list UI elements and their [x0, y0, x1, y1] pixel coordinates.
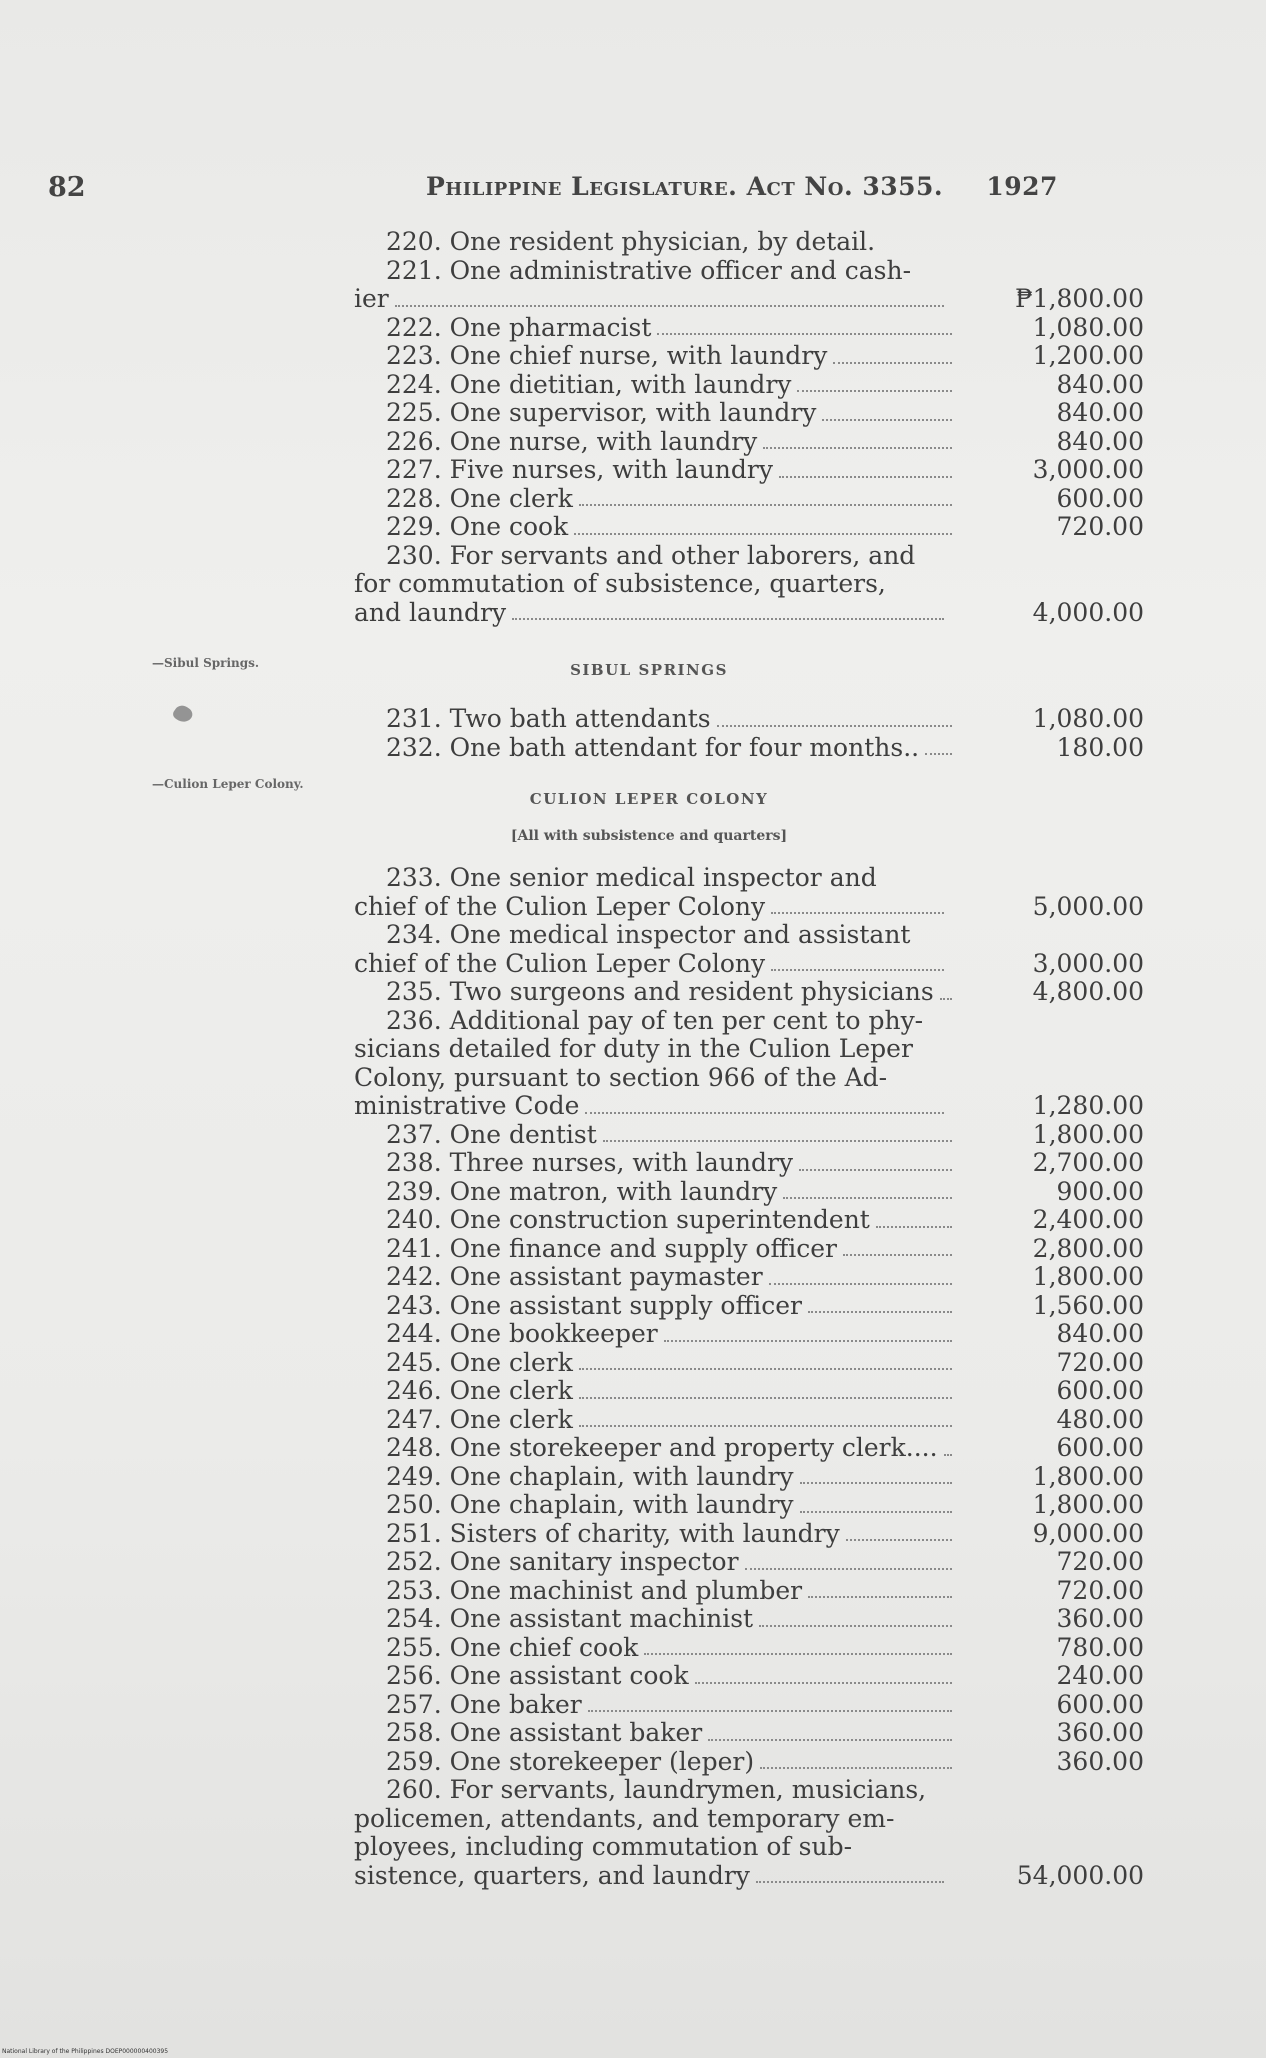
footer-credit: National Library of the Philippines DOEP000000400395 — [2, 2048, 169, 2055]
item-amount: 240.00 — [1056, 1661, 1144, 1690]
item-line — [354, 456, 1144, 485]
item-230 — [354, 542, 1144, 628]
leader-dots — [779, 476, 952, 478]
item-description — [354, 428, 952, 457]
item-description — [354, 950, 944, 979]
item-text: 229. One cook — [386, 512, 569, 541]
item-239 — [354, 1178, 1144, 1207]
item-text: 231. Two bath attendants — [386, 704, 711, 733]
item-line — [354, 1206, 1144, 1235]
item-260 — [354, 1776, 1144, 1890]
item-259 — [354, 1748, 1144, 1777]
item-text: 250. One chaplain, with laundry — [386, 1490, 794, 1519]
item-line — [354, 1805, 1144, 1834]
item-line — [354, 1292, 1144, 1321]
item-text: 236. Additional pay of ten per cent to phy- — [386, 1005, 924, 1035]
item-description — [354, 399, 952, 428]
item-258 — [354, 1719, 1144, 1748]
item-description — [354, 485, 952, 514]
item-text: ployees, including commutation of sub- — [354, 1832, 853, 1861]
item-236 — [354, 1007, 1144, 1121]
item-description — [354, 1520, 952, 1549]
item-amount: 5,000.00 — [1032, 891, 1144, 921]
item-description — [354, 1121, 952, 1150]
item-description — [354, 1862, 944, 1891]
item-description — [354, 513, 952, 542]
leader-dots — [585, 1112, 944, 1114]
leader-dots — [771, 969, 944, 971]
item-amount: 1,080.00 — [1032, 704, 1144, 733]
item-line — [354, 1833, 1144, 1862]
item-text: 260. For servants, laundrymen, musicians, — [386, 1775, 927, 1804]
leader-dots — [708, 1739, 952, 1741]
item-text: 255. One chief cook — [386, 1632, 639, 1662]
item-text: 220. One resident physician, by detail. — [386, 227, 876, 256]
item-line — [354, 570, 1144, 599]
item-description — [354, 1377, 952, 1406]
item-amount: 600.00 — [1056, 1689, 1144, 1719]
item-229 — [354, 513, 1144, 542]
item-description — [354, 1577, 952, 1606]
item-description — [354, 1434, 952, 1463]
item-text: 257. One baker — [386, 1689, 582, 1719]
item-description — [354, 864, 952, 893]
leader-dots — [603, 1140, 952, 1142]
item-222 — [354, 314, 1144, 343]
item-247 — [354, 1406, 1144, 1435]
leader-dots — [800, 1511, 953, 1513]
item-line — [354, 1235, 1144, 1264]
item-description — [354, 921, 952, 950]
leader-dots — [395, 305, 944, 307]
item-line — [354, 1577, 1144, 1606]
item-description — [354, 1149, 952, 1178]
item-amount: 1,800.00 — [1032, 1461, 1144, 1491]
leader-dots — [588, 1710, 952, 1712]
item-248 — [354, 1434, 1144, 1463]
item-line — [354, 921, 1144, 950]
item-description — [354, 257, 952, 286]
item-text: 221. One administrative officer and cash- — [386, 255, 912, 285]
item-amount: 840.00 — [1056, 398, 1144, 427]
item-description — [354, 1349, 952, 1378]
item-text: ier — [354, 284, 389, 313]
item-amount: 1,560.00 — [1032, 1290, 1144, 1320]
leader-dots — [846, 1539, 952, 1541]
heading-sibul-springs: SIBUL SPRINGS — [570, 661, 728, 679]
item-text: 246. One clerk — [386, 1376, 573, 1405]
item-line — [354, 1548, 1144, 1577]
section-culion — [354, 864, 1144, 1890]
item-line — [354, 1377, 1144, 1406]
item-228 — [354, 485, 1144, 514]
item-246 — [354, 1377, 1144, 1406]
item-description — [354, 570, 944, 599]
item-amount: 180.00 — [1056, 732, 1144, 762]
item-line — [354, 1406, 1144, 1435]
item-amount: 9,000.00 — [1032, 1518, 1144, 1548]
item-line — [354, 399, 1144, 428]
item-line — [354, 1776, 1144, 1805]
item-text: 228. One clerk — [386, 483, 573, 513]
item-text: 251. Sisters of charity, with laundry — [386, 1518, 840, 1548]
item-amount: 780.00 — [1056, 1632, 1144, 1662]
item-244 — [354, 1320, 1144, 1349]
item-text: policemen, attendants, and temporary em- — [354, 1803, 895, 1833]
section-hospital — [354, 228, 1144, 627]
item-line — [354, 1634, 1144, 1663]
item-description — [354, 371, 952, 400]
leader-dots — [657, 333, 952, 335]
item-text: 225. One supervisor, with laundry — [386, 398, 817, 427]
item-amount: 720.00 — [1056, 512, 1144, 541]
item-description — [354, 1691, 952, 1720]
item-description — [354, 734, 952, 763]
item-line — [354, 893, 1144, 922]
leader-dots — [574, 533, 952, 535]
item-text: 241. One finance and supply officer — [386, 1233, 837, 1263]
item-235 — [354, 978, 1144, 1007]
running-head-act: Act No. 3355. — [746, 172, 944, 201]
item-description — [354, 1320, 952, 1349]
item-description — [354, 1007, 952, 1036]
item-252 — [354, 1548, 1144, 1577]
item-250 — [354, 1491, 1144, 1520]
item-text: ministrative Code — [354, 1091, 580, 1120]
running-head — [426, 172, 1058, 201]
leader-dots — [644, 1653, 952, 1655]
item-line — [354, 864, 1144, 893]
item-description — [354, 1748, 952, 1777]
item-257 — [354, 1691, 1144, 1720]
item-line — [354, 1007, 1144, 1036]
item-description — [354, 1206, 952, 1235]
item-237 — [354, 1121, 1144, 1150]
item-description — [354, 1634, 952, 1663]
running-head-title: Philippine Legislature. — [426, 172, 738, 201]
item-description — [354, 599, 944, 628]
item-256 — [354, 1662, 1144, 1691]
item-line — [354, 1092, 1144, 1121]
item-text: sicians detailed for duty in the Culion Leper — [354, 1034, 913, 1063]
item-line — [354, 542, 1144, 571]
item-line — [354, 1349, 1144, 1378]
item-245 — [354, 1349, 1144, 1378]
item-amount: 840.00 — [1056, 369, 1144, 399]
item-line — [354, 1605, 1144, 1634]
leader-dots — [759, 1625, 952, 1627]
leader-dots — [808, 1311, 952, 1313]
item-description — [354, 1833, 944, 1862]
item-line — [354, 1520, 1144, 1549]
item-amount: 1,200.00 — [1032, 341, 1144, 370]
leader-dots — [717, 725, 953, 727]
item-238 — [354, 1149, 1144, 1178]
ink-smudge — [171, 702, 195, 725]
item-221 — [354, 257, 1144, 314]
item-text: 239. One matron, with laundry — [386, 1176, 778, 1206]
item-line — [354, 513, 1144, 542]
item-description — [354, 705, 952, 734]
leader-dots — [783, 1197, 952, 1199]
item-text: 248. One storekeeper and property clerk.... — [386, 1433, 938, 1462]
leader-dots — [664, 1340, 952, 1342]
leader-dots — [925, 753, 952, 755]
item-description — [354, 893, 944, 922]
item-description — [354, 1035, 944, 1064]
leader-dots — [579, 1368, 952, 1370]
leader-dots — [763, 447, 952, 449]
item-amount: 840.00 — [1056, 426, 1144, 456]
item-description — [354, 1064, 944, 1093]
item-241 — [354, 1235, 1144, 1264]
item-amount: 1,280.00 — [1032, 1091, 1144, 1120]
leader-dots — [695, 1682, 952, 1684]
item-amount: 840.00 — [1056, 1319, 1144, 1348]
item-text: and laundry — [354, 597, 507, 627]
item-253 — [354, 1577, 1144, 1606]
item-226 — [354, 428, 1144, 457]
item-text: chief of the Culion Leper Colony — [354, 891, 766, 921]
item-text: Colony, pursuant to section 966 of the Ad- — [354, 1062, 888, 1092]
leader-dots — [822, 419, 952, 421]
leader-dots — [843, 1254, 952, 1256]
heading-culion-leper-colony: CULION LEPER COLONY — [529, 790, 769, 808]
item-description — [354, 1406, 952, 1435]
item-description — [354, 314, 952, 343]
item-line — [354, 1662, 1144, 1691]
item-text: 254. One assistant machinist — [386, 1604, 754, 1633]
item-description — [354, 1292, 952, 1321]
item-description — [354, 1805, 944, 1834]
item-line — [354, 1748, 1144, 1777]
section-sibul — [354, 705, 1144, 762]
item-text: 245. One clerk — [386, 1347, 573, 1377]
item-description — [354, 228, 952, 257]
item-243 — [354, 1292, 1144, 1321]
item-234 — [354, 921, 1144, 978]
item-text: 230. For servants and other laborers, and — [386, 540, 916, 570]
item-255 — [354, 1634, 1144, 1663]
item-text: 233. One senior medical inspector and — [386, 863, 877, 892]
item-251 — [354, 1520, 1144, 1549]
leader-dots — [944, 1454, 953, 1456]
item-line — [354, 371, 1144, 400]
item-amount: 900.00 — [1056, 1176, 1144, 1206]
item-line — [354, 1434, 1144, 1463]
item-232 — [354, 734, 1144, 763]
item-line — [354, 1862, 1144, 1891]
leader-dots — [771, 912, 944, 914]
leader-dots — [940, 998, 952, 1000]
margin-note-culion: —Culion Leper Colony. — [152, 777, 304, 791]
item-description — [354, 456, 952, 485]
item-description — [354, 1719, 952, 1748]
item-amount: 1,800.00 — [1032, 1119, 1144, 1149]
note-subsistence: [All with subsistence and quarters] — [510, 828, 788, 844]
item-description — [354, 1491, 952, 1520]
leader-dots — [876, 1226, 952, 1228]
leader-dots — [756, 1881, 944, 1883]
leader-dots — [579, 1397, 952, 1399]
item-227 — [354, 456, 1144, 485]
item-text: 227. Five nurses, with laundry — [386, 455, 773, 484]
item-amount: 600.00 — [1056, 1433, 1144, 1462]
item-description — [354, 1605, 952, 1634]
item-description — [354, 1263, 952, 1292]
item-text: sistence, quarters, and laundry — [354, 1860, 750, 1890]
leader-dots — [808, 1596, 952, 1598]
item-line — [354, 1263, 1144, 1292]
item-description — [354, 1235, 952, 1264]
item-line — [354, 1691, 1144, 1720]
item-description — [354, 1548, 952, 1577]
item-line — [354, 978, 1144, 1007]
item-description — [354, 285, 944, 314]
item-text: 242. One assistant paymaster — [386, 1262, 763, 1291]
item-249 — [354, 1463, 1144, 1492]
item-text: 259. One storekeeper (leper) — [386, 1746, 755, 1776]
item-amount: 1,800.00 — [1032, 1262, 1144, 1291]
item-line — [354, 1178, 1144, 1207]
item-line — [354, 314, 1144, 343]
leader-dots — [800, 1482, 953, 1484]
appropriation-list — [354, 228, 1144, 1890]
item-amount: 600.00 — [1056, 1376, 1144, 1405]
item-amount: 1,800.00 — [1032, 1490, 1144, 1519]
item-223 — [354, 342, 1144, 371]
item-text: 253. One machinist and plumber — [386, 1575, 803, 1605]
running-head-year: 1927 — [986, 172, 1058, 201]
item-amount: 1,080.00 — [1032, 312, 1144, 342]
item-text: 237. One dentist — [386, 1119, 597, 1149]
item-text: 247. One clerk — [386, 1404, 573, 1434]
item-line — [354, 1035, 1144, 1064]
item-220 — [354, 228, 1144, 257]
item-amount: 720.00 — [1056, 1547, 1144, 1576]
item-description — [354, 1662, 952, 1691]
item-line — [354, 1149, 1144, 1178]
item-text: 243. One assistant supply officer — [386, 1290, 802, 1320]
leader-dots — [745, 1568, 953, 1570]
item-amount: 4,800.00 — [1032, 977, 1144, 1006]
leader-dots — [769, 1283, 952, 1285]
item-text: 224. One dietitian, with laundry — [386, 369, 792, 399]
margin-note-sibul: —Sibul Springs. — [152, 656, 260, 670]
item-text: 244. One bookkeeper — [386, 1319, 658, 1348]
item-amount: 480.00 — [1056, 1404, 1144, 1434]
item-description — [354, 978, 952, 1007]
leader-dots — [797, 390, 952, 392]
item-line — [354, 228, 1144, 257]
item-amount: 4,000.00 — [1032, 597, 1144, 627]
item-text: 226. One nurse, with laundry — [386, 426, 758, 456]
item-text: 223. One chief nurse, with laundry — [386, 341, 828, 370]
leader-dots — [799, 1169, 952, 1171]
item-description — [354, 1463, 952, 1492]
item-amount: 2,400.00 — [1032, 1205, 1144, 1234]
item-text: 234. One medical inspector and assistant — [386, 920, 911, 949]
item-240 — [354, 1206, 1144, 1235]
item-text: 258. One assistant baker — [386, 1718, 703, 1747]
item-line — [354, 285, 1144, 314]
item-amount: 360.00 — [1056, 1746, 1144, 1776]
page-number: 82 — [48, 172, 86, 203]
item-amount: ₱1,800.00 — [1015, 284, 1144, 313]
item-224 — [354, 371, 1144, 400]
item-line — [354, 950, 1144, 979]
item-description — [354, 542, 952, 571]
item-233 — [354, 864, 1144, 921]
item-amount: 600.00 — [1056, 483, 1144, 513]
item-line — [354, 428, 1144, 457]
item-text: 249. One chaplain, with laundry — [386, 1461, 794, 1491]
item-line — [354, 1719, 1144, 1748]
item-text: 240. One construction superintendent — [386, 1205, 870, 1234]
leader-dots — [512, 618, 944, 620]
item-line — [354, 705, 1144, 734]
item-line — [354, 257, 1144, 286]
item-line — [354, 1463, 1144, 1492]
item-description — [354, 1776, 952, 1805]
item-text: 235. Two surgeons and resident physicians — [386, 977, 934, 1006]
item-text: 252. One sanitary inspector — [386, 1547, 739, 1576]
item-line — [354, 1121, 1144, 1150]
item-text: chief of the Culion Leper Colony — [354, 948, 766, 978]
item-text: 238. Three nurses, with laundry — [386, 1148, 794, 1177]
item-amount: 360.00 — [1056, 1718, 1144, 1747]
item-254 — [354, 1605, 1144, 1634]
item-242 — [354, 1263, 1144, 1292]
item-description — [354, 1092, 944, 1121]
item-amount: 720.00 — [1056, 1575, 1144, 1605]
item-text: 222. One pharmacist — [386, 312, 652, 342]
item-line — [354, 1320, 1144, 1349]
item-line — [354, 1491, 1144, 1520]
item-description — [354, 1178, 952, 1207]
item-amount: 54,000.00 — [1016, 1860, 1144, 1890]
item-description — [354, 342, 952, 371]
item-text: 232. One bath attendant for four months.. — [386, 732, 920, 762]
item-line — [354, 734, 1144, 763]
item-text: for commutation of subsistence, quarters, — [354, 569, 886, 598]
item-line — [354, 485, 1144, 514]
item-amount: 3,000.00 — [1032, 455, 1144, 484]
item-amount: 3,000.00 — [1032, 948, 1144, 978]
leader-dots — [579, 1425, 952, 1427]
item-amount: 2,700.00 — [1032, 1148, 1144, 1177]
item-text: 256. One assistant cook — [386, 1661, 689, 1690]
item-225 — [354, 399, 1144, 428]
item-line — [354, 342, 1144, 371]
item-amount: 360.00 — [1056, 1604, 1144, 1633]
item-amount: 2,800.00 — [1032, 1233, 1144, 1263]
leader-dots — [833, 362, 952, 364]
leader-dots — [760, 1767, 952, 1769]
item-amount: 720.00 — [1056, 1347, 1144, 1377]
leader-dots — [579, 504, 952, 506]
item-line — [354, 1064, 1144, 1093]
item-line — [354, 599, 1144, 628]
item-231 — [354, 705, 1144, 734]
